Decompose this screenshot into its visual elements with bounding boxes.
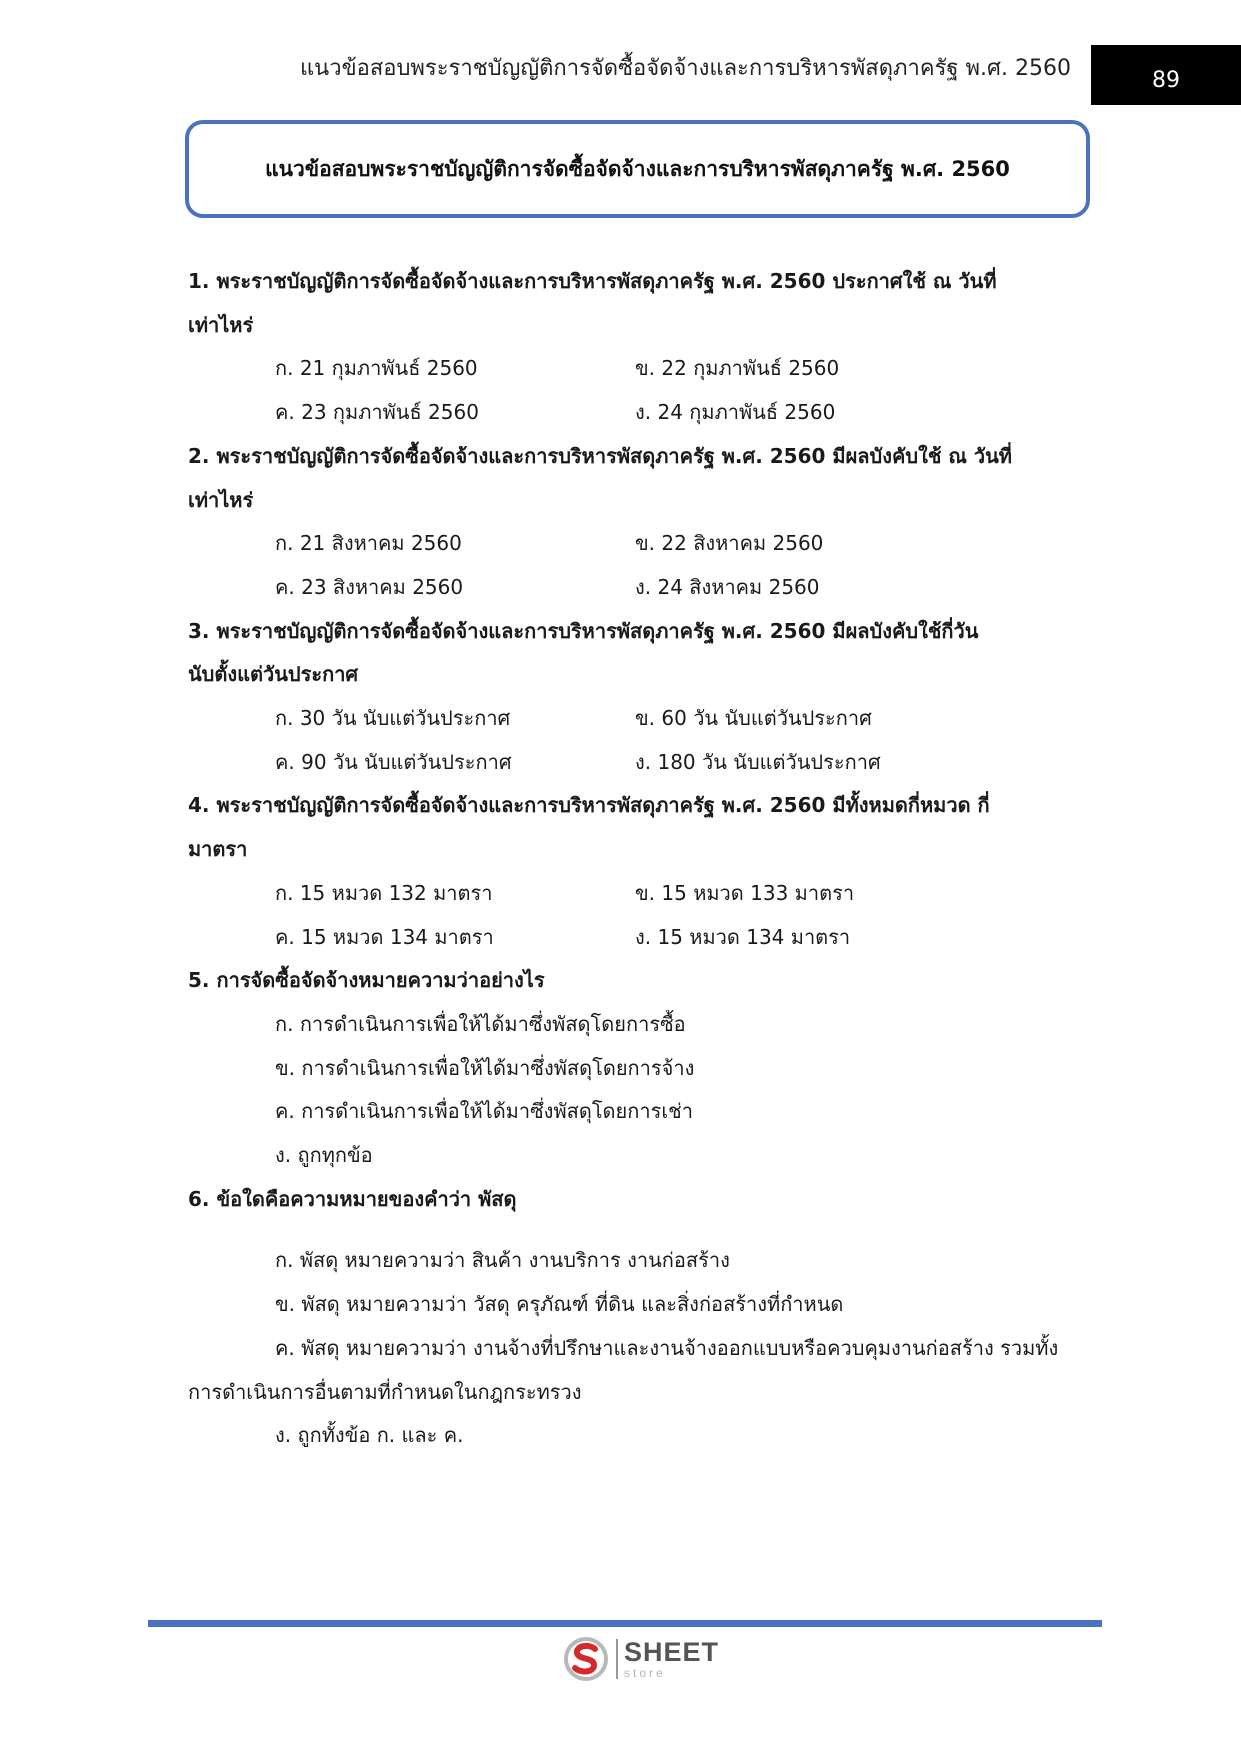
title-box — [185, 120, 1090, 218]
sheet-store-logo-icon — [562, 1635, 610, 1683]
logo-word: SHEET — [624, 1637, 720, 1667]
option-b: ข. 60 วัน นับแต่วันประกาศ — [635, 706, 872, 731]
options-grid — [188, 522, 1088, 609]
running-header: แนวข้อสอบพระราชบัญญัติการจัดซื้อจัดจ้างและการบริหารพัสดุภาครัฐ พ.ศ. 2560 — [300, 56, 1071, 81]
option-a: ก. พัสดุ หมายความว่า สินค้า งานบริการ งานก่อสร้าง — [275, 1248, 730, 1273]
option-c: ค. 15 หมวด 134 มาตรา — [275, 924, 494, 949]
question-text: เท่าไหร่ — [188, 312, 254, 337]
option-b: ข. การดำเนินการเพื่อให้ได้มาซึ่งพัสดุโดยการจ้าง — [275, 1055, 695, 1080]
question-text: 5. การจัดซื้อจัดจ้างหมายความว่าอย่างไร — [188, 968, 545, 993]
question-4 — [188, 784, 1088, 959]
options-grid — [188, 872, 1088, 959]
question-text: 1. พระราชบัญญัติการจัดซื้อจัดจ้างและการบริหารพัสดุภาครัฐ พ.ศ. 2560 ประกาศใช้ ณ วันที่ — [188, 269, 997, 293]
page-number-box — [1091, 45, 1241, 105]
question-3 — [188, 610, 1088, 785]
option-d: ง. 180 วัน นับแต่วันประกาศ — [635, 749, 881, 774]
option-d: ง. 15 หมวด 134 มาตรา — [635, 924, 851, 949]
question-text: เท่าไหร่ — [188, 487, 254, 512]
option-d: ง. ถูกทุกข้อ — [275, 1143, 373, 1168]
option-d: ง. ถูกทั้งข้อ ก. และ ค. — [275, 1423, 464, 1448]
question-5 — [188, 959, 1088, 1178]
option-b: ข. 15 หมวด 133 มาตรา — [635, 880, 855, 905]
footer-rule — [148, 1620, 1102, 1627]
option-c-continuation: การดำเนินการอื่นตามที่กำหนดในกฎกระทรวง — [188, 1379, 582, 1404]
option-c: ค. 90 วัน นับแต่วันประกาศ — [275, 749, 512, 774]
question-list — [188, 260, 1088, 1458]
option-d: ง. 24 สิงหาคม 2560 — [635, 574, 820, 599]
option-b: ข. พัสดุ หมายความว่า วัสดุ ครุภัณฑ์ ที่ดิน และสิ่งก่อสร้างที่กำหนด — [275, 1292, 844, 1317]
document-title: แนวข้อสอบพระราชบัญญัติการจัดซื้อจัดจ้างและการบริหารพัสดุภาครัฐ พ.ศ. 2560 — [265, 156, 1010, 181]
logo-divider — [616, 1639, 618, 1679]
question-text: 3. พระราชบัญญัติการจัดซื้อจัดจ้างและการบริหารพัสดุภาครัฐ พ.ศ. 2560 มีผลบังคับใช้กี่วัน — [188, 618, 979, 643]
question-text: 4. พระราชบัญญัติการจัดซื้อจัดจ้างและการบริหารพัสดุภาครัฐ พ.ศ. 2560 มีทั้งหมดกี่หมวด กี่ — [188, 793, 990, 818]
options-grid — [188, 347, 1088, 434]
logo-text — [624, 1639, 719, 1679]
option-a: ก. 21 สิงหาคม 2560 — [275, 531, 462, 556]
option-b: ข. 22 สิงหาคม 2560 — [635, 531, 824, 556]
question-text: นับตั้งแต่วันประกาศ — [188, 662, 359, 687]
option-c: ค. 23 สิงหาคม 2560 — [275, 574, 464, 599]
option-a: ก. 21 กุมภาพันธ์ 2560 — [275, 356, 478, 381]
question-text: 6. ข้อใดคือความหมายของคำว่า พัสดุ — [188, 1186, 517, 1211]
option-a: ก. 15 หมวด 132 มาตรา — [275, 880, 493, 905]
page-number: 89 — [1152, 67, 1180, 93]
spacer — [188, 1221, 1088, 1239]
option-b: ข. 22 กุมภาพันธ์ 2560 — [635, 356, 840, 381]
sheet-store-logo — [562, 1634, 719, 1684]
option-c: ค. การดำเนินการเพื่อให้ได้มาซึ่งพัสดุโดยการเช่า — [275, 1099, 693, 1124]
question-1 — [188, 260, 1088, 435]
option-c: ค. พัสดุ หมายความว่า งานจ้างที่ปรึกษาและงานจ้างออกแบบหรือควบคุมงานก่อสร้าง รวมทั้ง — [275, 1335, 1059, 1360]
option-c: ค. 23 กุมภาพันธ์ 2560 — [275, 400, 479, 425]
question-text: มาตรา — [188, 837, 248, 862]
logo-sub: store — [624, 1666, 666, 1680]
option-d: ง. 24 กุมภาพันธ์ 2560 — [635, 400, 836, 425]
options-grid — [188, 697, 1088, 784]
question-text: 2. พระราชบัญญัติการจัดซื้อจัดจ้างและการบริหารพัสดุภาครัฐ พ.ศ. 2560 มีผลบังคับใช้ ณ วันที่ — [188, 443, 1012, 468]
question-2 — [188, 435, 1088, 610]
option-a: ก. การดำเนินการเพื่อให้ได้มาซึ่งพัสดุโดยการซื้อ — [275, 1011, 686, 1036]
question-6 — [188, 1178, 1088, 1458]
option-a: ก. 30 วัน นับแต่วันประกาศ — [275, 706, 511, 731]
